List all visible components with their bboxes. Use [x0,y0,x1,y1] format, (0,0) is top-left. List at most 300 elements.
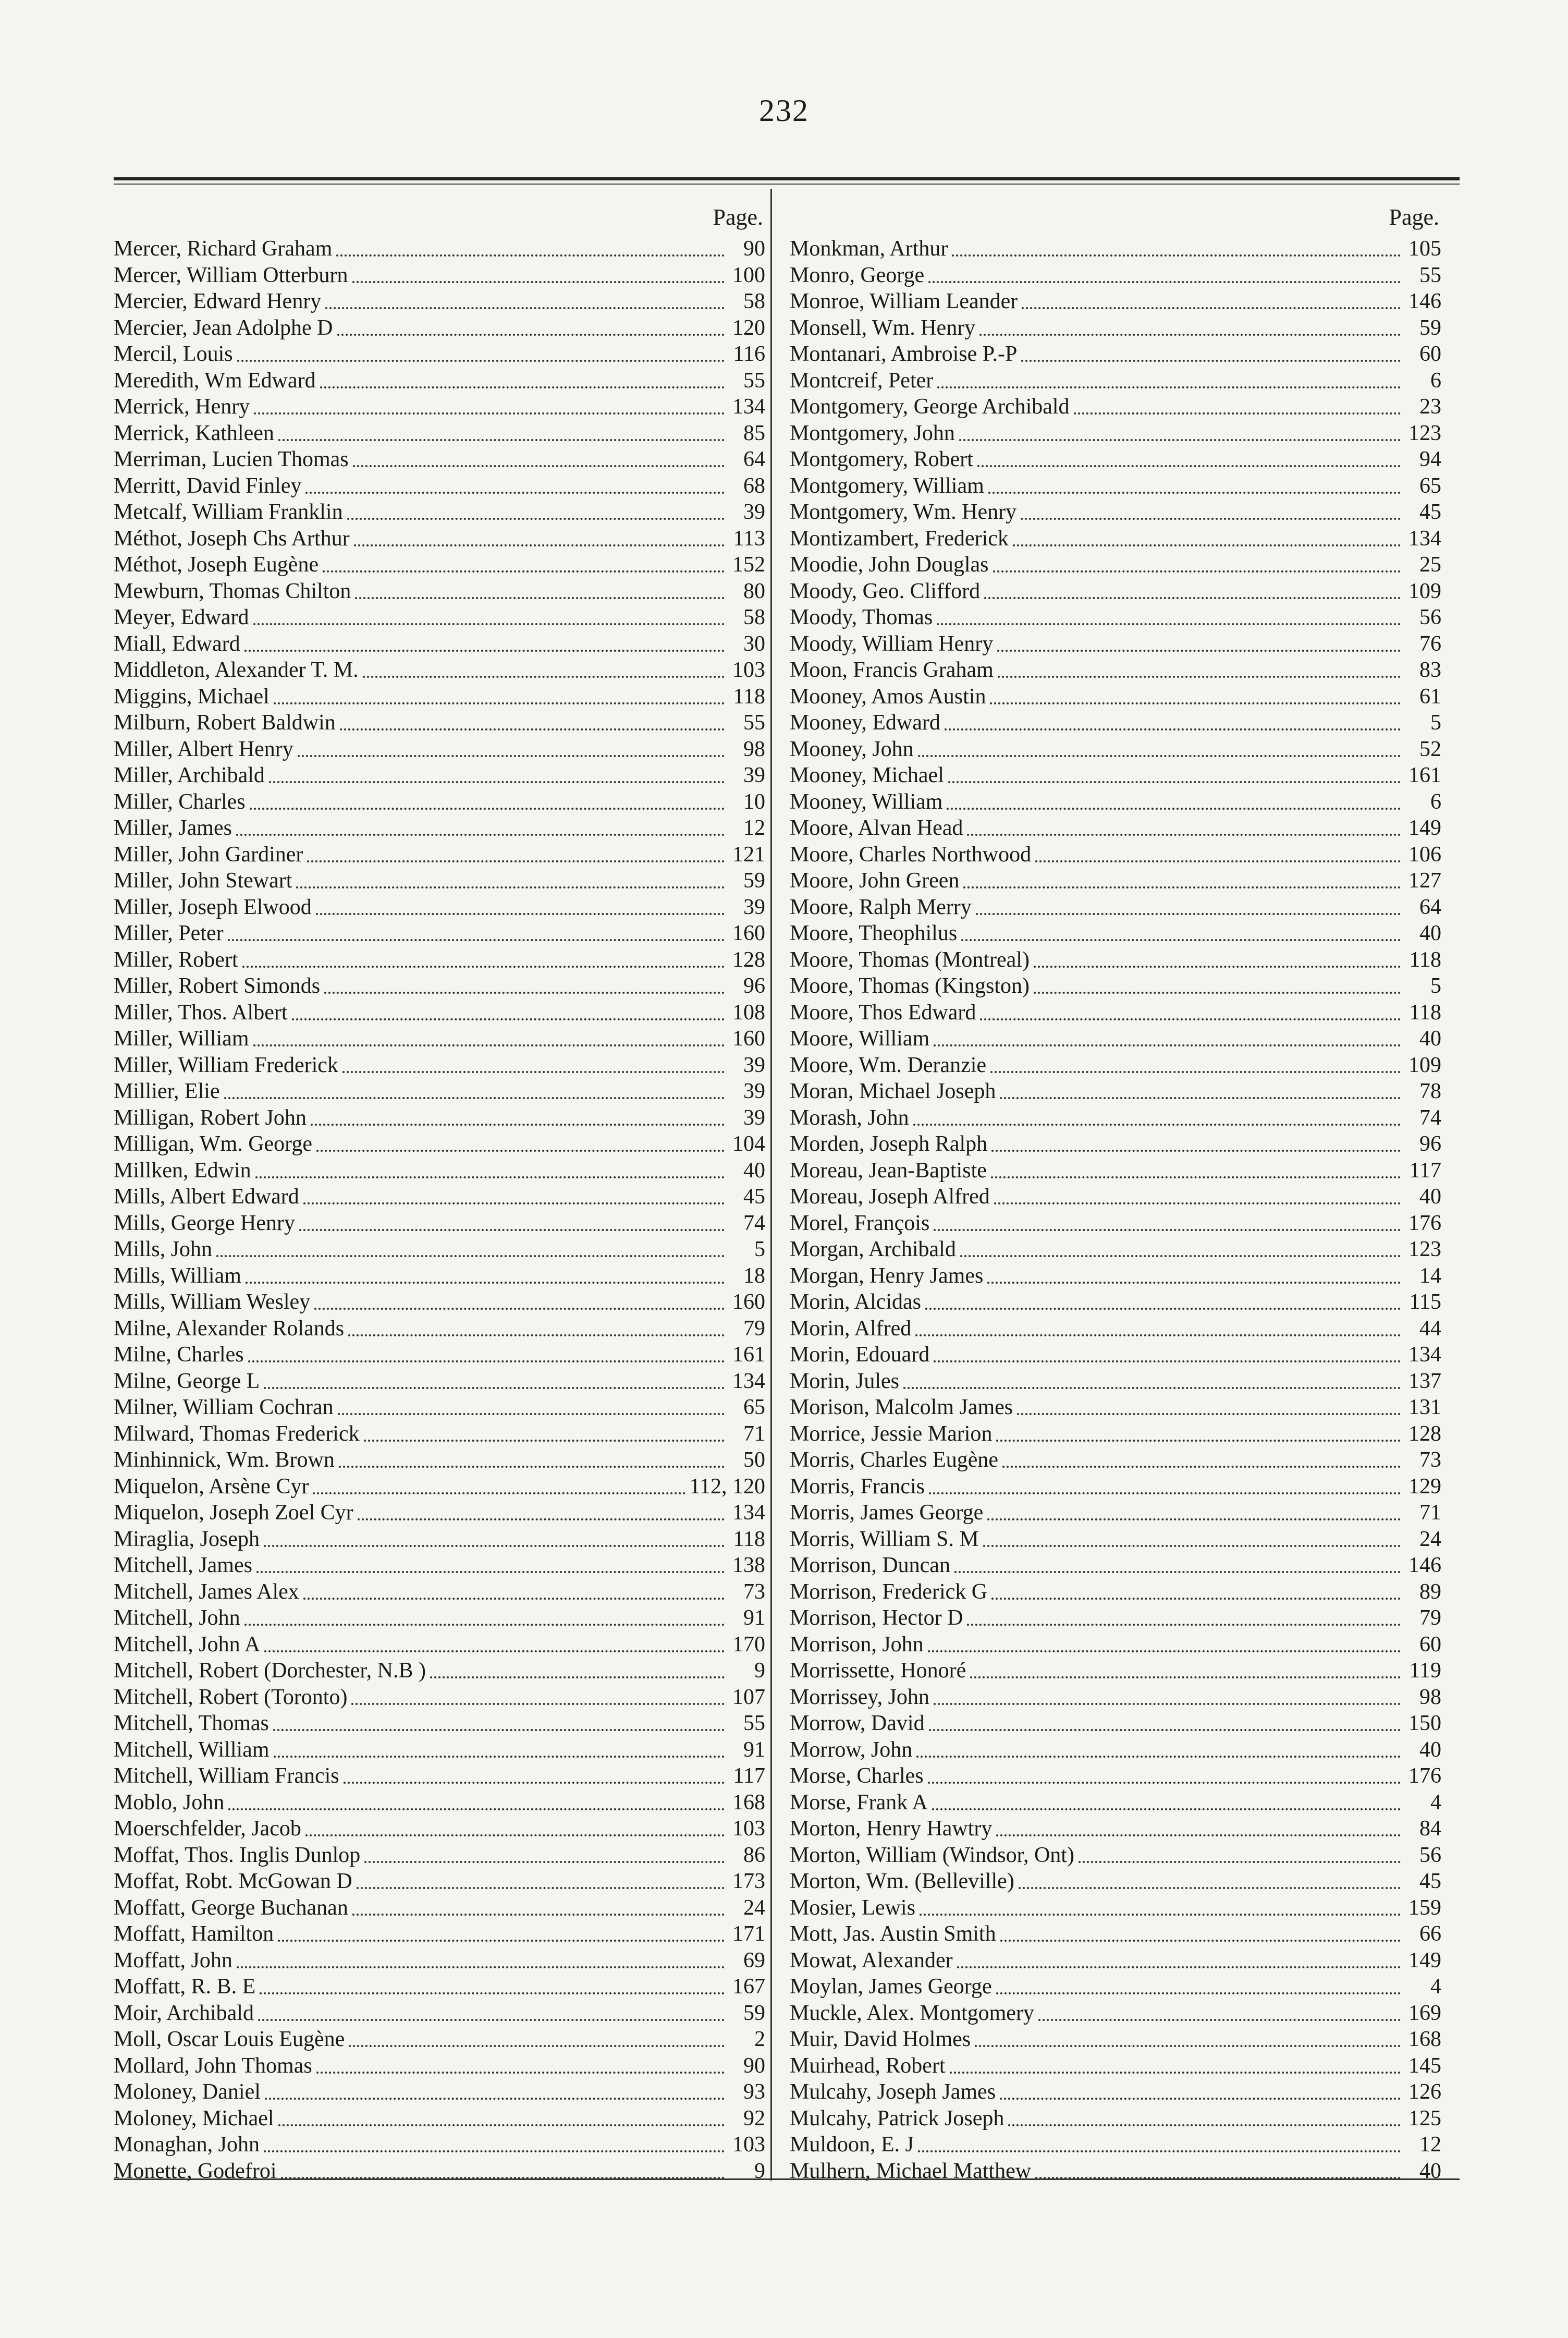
entry-page: 25 [1419,553,1441,577]
dot-leader [994,1195,1401,1204]
entry-page: 65 [1419,473,1441,498]
dot-leader [303,1195,725,1204]
dot-leader [264,2143,725,2152]
entry-page: 61 [1419,684,1441,709]
index-entry [114,315,765,342]
entry-page: 100 [732,263,765,287]
entry-page: 40 [1419,921,1441,945]
index-entry [114,1526,765,1553]
index-entry [114,1368,765,1395]
entry-page: 134 [1408,526,1441,551]
dot-leader [274,1748,725,1758]
entry-page: 39 [743,1079,765,1103]
dot-leader [918,2143,1401,2152]
entry-page: 118 [733,1527,765,1551]
index-entry [790,2105,1441,2132]
entry-name: Moylan, James George [790,1975,992,1999]
entry-name: Milne, George L [114,1369,260,1393]
dot-leader [250,800,725,810]
entry-name: Miraglia, Joseph [114,1527,260,1551]
entry-page: 6 [1430,789,1441,814]
dot-leader [1074,405,1401,415]
index-entry [114,815,765,842]
dot-leader [305,484,725,494]
entry-page: 71 [743,1421,765,1446]
index-entry [114,420,765,447]
entry-page: 128 [1408,1421,1441,1446]
page-column-header: Page. [713,204,763,230]
dot-leader [993,563,1401,573]
entry-name: Moerschfelder, Jacob [114,1817,301,1841]
entry-name: Mitchell, William [114,1737,270,1762]
entry-name: Mercil, Louis [114,342,233,366]
index-entry [790,2026,1441,2053]
dot-leader [349,2038,725,2047]
index-entry [114,1289,765,1316]
dot-leader [977,458,1401,467]
entry-page: 23 [1419,395,1441,419]
entry-page: 123 [1408,1237,1441,1261]
entry-name: Miller, Robert Simonds [114,974,321,998]
entry-page: 116 [733,342,765,366]
entry-name: Morrison, Frederick G [790,1579,988,1604]
dot-leader [296,879,725,888]
entry-name: Miller, Robert [114,947,238,972]
entry-page: 145 [1408,2053,1441,2078]
index-entry [114,1974,765,2000]
entry-page: 80 [743,579,765,603]
entry-name: Mercier, Jean Adolphe D [114,315,333,340]
index-entry [790,368,1441,394]
index-entry [790,973,1441,1000]
index-entry [790,657,1441,684]
entry-page: 74 [1419,1105,1441,1130]
dot-leader [991,1142,1401,1152]
entry-page: 55 [743,1711,765,1735]
entry-name: Montgomery, John [790,421,955,445]
entry-name: Moore, William [790,1027,930,1051]
index-entry [790,2000,1441,2027]
entry-name: Moon, Francis Graham [790,658,994,682]
dot-leader [258,2012,725,2021]
index-entry [790,631,1441,657]
entry-page: 71 [1419,1501,1441,1525]
dot-leader [311,1116,725,1126]
dot-leader [1021,352,1401,362]
dot-leader [934,1696,1401,1705]
dot-leader [305,1827,725,1836]
dot-leader [246,1274,725,1284]
entry-page: 39 [743,500,765,524]
entry-name: Muirhead, Robert [790,2053,946,2078]
index-entry [790,1158,1441,1184]
entry-name: Morel, François [790,1211,930,1235]
dot-leader [278,2117,725,2126]
dot-leader [928,1774,1401,1784]
index-entry [790,1710,1441,1737]
dot-leader [925,1300,1401,1310]
index-entry [114,1947,765,1974]
entry-name: Morrissey, John [790,1685,929,1709]
entry-page: 160 [732,1290,765,1314]
entry-page: 103 [732,1817,765,1841]
dot-leader [347,510,725,520]
entry-name: Morgan, Henry James [790,1263,984,1288]
index-entry [790,315,1441,342]
index-entry [790,1421,1441,1447]
index-entry [790,1684,1441,1711]
dot-leader [355,590,725,599]
dot-leader [269,774,725,783]
entry-name: Morin, Alfred [790,1316,912,1341]
dot-leader [265,2090,725,2100]
entry-page: 59 [1419,315,1441,340]
index-entry [790,1105,1441,1131]
entry-page: 58 [743,289,765,313]
index-entry [790,1658,1441,1684]
entry-name: Mewburn, Thomas Chilton [114,579,351,603]
entry-name: Moblo, John [114,1790,225,1815]
entry-page: 160 [732,1027,765,1051]
dot-leader [987,1511,1401,1520]
entry-name: Mosier, Lewis [790,1895,915,1920]
entry-page: 2 [754,2027,765,2051]
entry-name: Moreau, Joseph Alfred [790,1185,990,1209]
index-entry [114,736,765,763]
index-entry [790,1342,1441,1368]
entry-page: 91 [743,1606,765,1630]
entry-name: Moore, Theophilus [790,921,958,945]
dot-leader [991,1590,1401,1600]
entry-name: Mitchell, Robert (Toronto) [114,1685,348,1709]
dot-leader [264,1538,725,1547]
dot-leader [248,1353,725,1362]
entry-page: 109 [1408,1053,1441,1077]
index-entry [114,1684,765,1711]
index-entry [114,499,765,526]
entry-page: 170 [732,1632,765,1657]
dot-leader [352,274,725,283]
entry-name: Muldoon, E. J [790,2133,914,2157]
entry-name: Moffatt, Hamilton [114,1922,274,1946]
entry-page: 45 [743,1185,765,1209]
index-entry [114,789,765,815]
entry-page: 104 [732,1132,765,1156]
dot-leader [957,1959,1401,1968]
entry-name: Middleton, Alexander T. M. [114,658,359,682]
index-entry [114,1342,765,1368]
index-entry [790,262,1441,289]
entry-page: 169 [1408,2001,1441,2025]
entry-name: Mott, Jas. Austin Smith [790,1922,996,1946]
entry-name: Mooney, Michael [790,763,944,787]
index-entry [790,2079,1441,2105]
entry-page: 109 [1408,579,1441,603]
dot-leader [1021,510,1401,520]
index-entry [790,1078,1441,1105]
dot-leader [1034,958,1401,968]
dot-leader [344,1774,725,1784]
dot-leader [264,1380,725,1389]
entry-name: Miller, James [114,816,232,840]
dot-leader [913,1116,1401,1126]
index-entry [790,1368,1441,1395]
entry-name: Moore, Alvan Head [790,816,963,840]
index-entry [790,446,1441,473]
entry-page: 69 [743,1948,765,1972]
dot-leader [260,1985,725,1994]
index-entry [790,1026,1441,1052]
index-entry [790,1868,1441,1895]
entry-page: 120 [732,315,765,340]
entry-page: 134 [732,1369,765,1393]
entry-name: Moffatt, R. B. E [114,1975,256,1999]
dot-leader [997,642,1401,652]
entry-page: 18 [743,1263,765,1288]
dot-leader [937,616,1401,625]
dot-leader [253,616,725,625]
entry-name: Morris, Charles Eugène [790,1448,999,1472]
dot-leader [947,800,1401,810]
entry-page: 94 [1419,447,1441,471]
entry-page: 12 [1419,2133,1441,2157]
entry-page: 96 [1419,1132,1441,1156]
dot-leader [430,1669,725,1678]
dot-leader [1000,1932,1401,1942]
entry-page: 4 [1430,1790,1441,1815]
entry-name: Mulhern, Michael Matthew [790,2159,1032,2183]
entry-name: Moodie, John Douglas [790,553,989,577]
entry-page: 40 [1419,1185,1441,1209]
entry-page: 55 [743,711,765,735]
index-entry [114,1605,765,1631]
entry-name: Mooney, Amos Austin [790,684,986,709]
index-entry [114,552,765,578]
index-entry [790,604,1441,631]
entry-name: Monroe, William Leander [790,289,1018,313]
entry-page: 128 [732,947,765,972]
index-entry [114,1710,765,1737]
index-entry [790,1947,1441,1974]
entry-page: 10 [743,789,765,814]
entry-name: Morton, Henry Hawtry [790,1817,993,1841]
index-entry [790,473,1441,500]
dot-leader [314,1300,725,1310]
dot-leader [237,1959,725,1968]
entry-page: 127 [1408,869,1441,893]
index-entry [790,1737,1441,1763]
index-entry [114,236,765,262]
entry-name: Morash, John [790,1105,909,1130]
dot-leader [976,906,1401,915]
entry-name: Méthot, Joseph Chs Arthur [114,526,350,551]
entry-page: 60 [1419,342,1441,366]
index-entry [114,1789,765,1816]
entry-page: 45 [1419,500,1441,524]
dot-leader [1035,2170,1401,2179]
entry-name: Mitchell, Robert (Dorchester, N.B ) [114,1659,426,1683]
index-entry [114,2105,765,2132]
entry-name: Monkman, Arthur [790,237,948,261]
index-entry [790,2053,1441,2079]
entry-name: Miquelon, Joseph Zoel Cyr [114,1501,353,1525]
index-entry [790,736,1441,763]
entry-name: Mooney, William [790,789,943,814]
dot-leader [1008,2117,1401,2126]
entry-name: Miller, John Stewart [114,869,292,893]
dot-leader [337,326,725,336]
dot-leader [364,1432,725,1442]
entry-page: 84 [1419,1817,1441,1841]
dot-leader [984,590,1401,599]
entry-page: 134 [732,1501,765,1525]
entry-name: Miller, Archibald [114,763,265,787]
entry-name: Montgomery, Wm. Henry [790,500,1017,524]
dot-leader [934,1353,1401,1362]
entry-page: 121 [732,842,765,867]
index-entry [114,1105,765,1131]
dot-leader [948,774,1401,783]
dot-leader [316,906,725,915]
index-entry [790,1631,1441,1658]
index-column-left [114,199,765,2184]
dot-leader [1038,2012,1401,2021]
entry-name: Mitchell, Thomas [114,1711,269,1735]
dot-leader [338,1406,725,1415]
entry-page: 137 [1408,1369,1441,1393]
dot-leader [903,1380,1401,1389]
entry-page: 64 [1419,895,1441,919]
index-entry [114,1658,765,1684]
entry-page: 4 [1430,1975,1441,1999]
entry-page: 24 [743,1895,765,1920]
entry-name: Méthot, Joseph Eugène [114,553,319,577]
entry-page: 90 [743,237,765,261]
entry-page: 58 [743,605,765,629]
entry-page: 9 [754,1659,765,1683]
index-entry [114,1026,765,1052]
index-entry [790,1526,1441,1553]
dot-leader [325,300,725,309]
dot-leader [934,1222,1401,1231]
index-entry [114,262,765,289]
entry-page: 168 [732,1790,765,1815]
entry-name: Morris, Francis [790,1474,925,1499]
entry-name: Montgomery, William [790,473,984,498]
entry-name: Mitchell, John [114,1606,240,1630]
entry-name: Monro, George [790,263,925,287]
entry-page: 161 [732,1343,765,1367]
index-entry [790,1842,1441,1869]
entry-page: 39 [743,763,765,787]
dot-leader [364,1854,725,1863]
entry-page: 149 [1408,816,1441,840]
index-entry [790,499,1441,526]
entry-name: Mooney, John [790,737,914,761]
dot-leader [928,1643,1401,1652]
dot-leader [983,1538,1401,1547]
index-entry [790,1263,1441,1289]
index-entry [114,1552,765,1579]
entry-name: Morden, Joseph Ralph [790,1132,988,1156]
dot-leader [967,826,1401,836]
entry-page: 39 [743,1053,765,1077]
entry-page: 103 [732,658,765,682]
entry-name: Miller, William Frederick [114,1053,338,1077]
index-entry [114,1895,765,1921]
entry-page: 89 [1419,1579,1441,1604]
dot-leader [1002,1458,1401,1468]
entry-page: 131 [1408,1395,1441,1419]
dot-leader [228,1801,725,1810]
entry-name: Morse, Frank A [790,1790,928,1815]
index-entry [114,1236,765,1263]
index-entry [790,1974,1441,2000]
entry-page: 73 [1419,1448,1441,1472]
entry-page: 108 [732,1000,765,1025]
entry-page: 55 [1419,263,1441,287]
entry-name: Moody, William Henry [790,631,994,656]
index-entry [790,1394,1441,1421]
entry-name: Moore, John Green [790,869,960,893]
entry-page: 85 [743,421,765,445]
entry-name: Miller, Peter [114,921,224,945]
entry-page: 78 [1419,1079,1441,1103]
dot-leader [990,1064,1401,1073]
index-entry [114,578,765,605]
dot-leader [354,537,725,546]
entry-page: 5 [754,1237,765,1261]
entry-page: 146 [1408,1553,1441,1577]
entry-list-right [790,236,1441,2184]
dot-leader [959,432,1401,441]
entry-name: Montizambert, Frederick [790,526,1009,551]
index-entry [114,894,765,921]
entry-name: Morrice, Jessie Marion [790,1421,993,1446]
index-entry [790,1816,1441,1842]
index-entry [790,394,1441,420]
index-entry [790,1474,1441,1500]
index-entry [114,341,765,368]
index-entry [790,1131,1441,1158]
entry-page: 152 [732,553,765,577]
entry-name: Merrick, Kathleen [114,421,274,445]
dot-leader [244,1616,725,1626]
entry-page: 59 [743,869,765,893]
entry-page: 161 [1408,763,1441,787]
entry-page: 129 [1408,1474,1441,1499]
index-entry [114,762,765,789]
dot-leader [929,1722,1401,1731]
index-entry [114,1474,765,1500]
entry-name: Miller, John Gardiner [114,842,303,867]
dot-leader [954,1564,1401,1573]
index-entry [114,1000,765,1026]
dot-leader [915,1327,1401,1336]
entry-name: Metcalf, William Franklin [114,500,343,524]
dot-leader [963,879,1401,888]
entry-name: Morrissette, Honoré [790,1659,966,1683]
entry-page: 79 [1419,1606,1441,1630]
index-entry [114,2053,765,2079]
index-entry [114,1737,765,1763]
index-entry [790,1789,1441,1816]
dot-leader [1000,1090,1401,1099]
dot-leader [224,1090,725,1099]
dot-leader [1017,1406,1401,1415]
entry-name: Miggins, Michael [114,684,270,709]
entry-name: Moran, Michael Joseph [790,1079,996,1103]
